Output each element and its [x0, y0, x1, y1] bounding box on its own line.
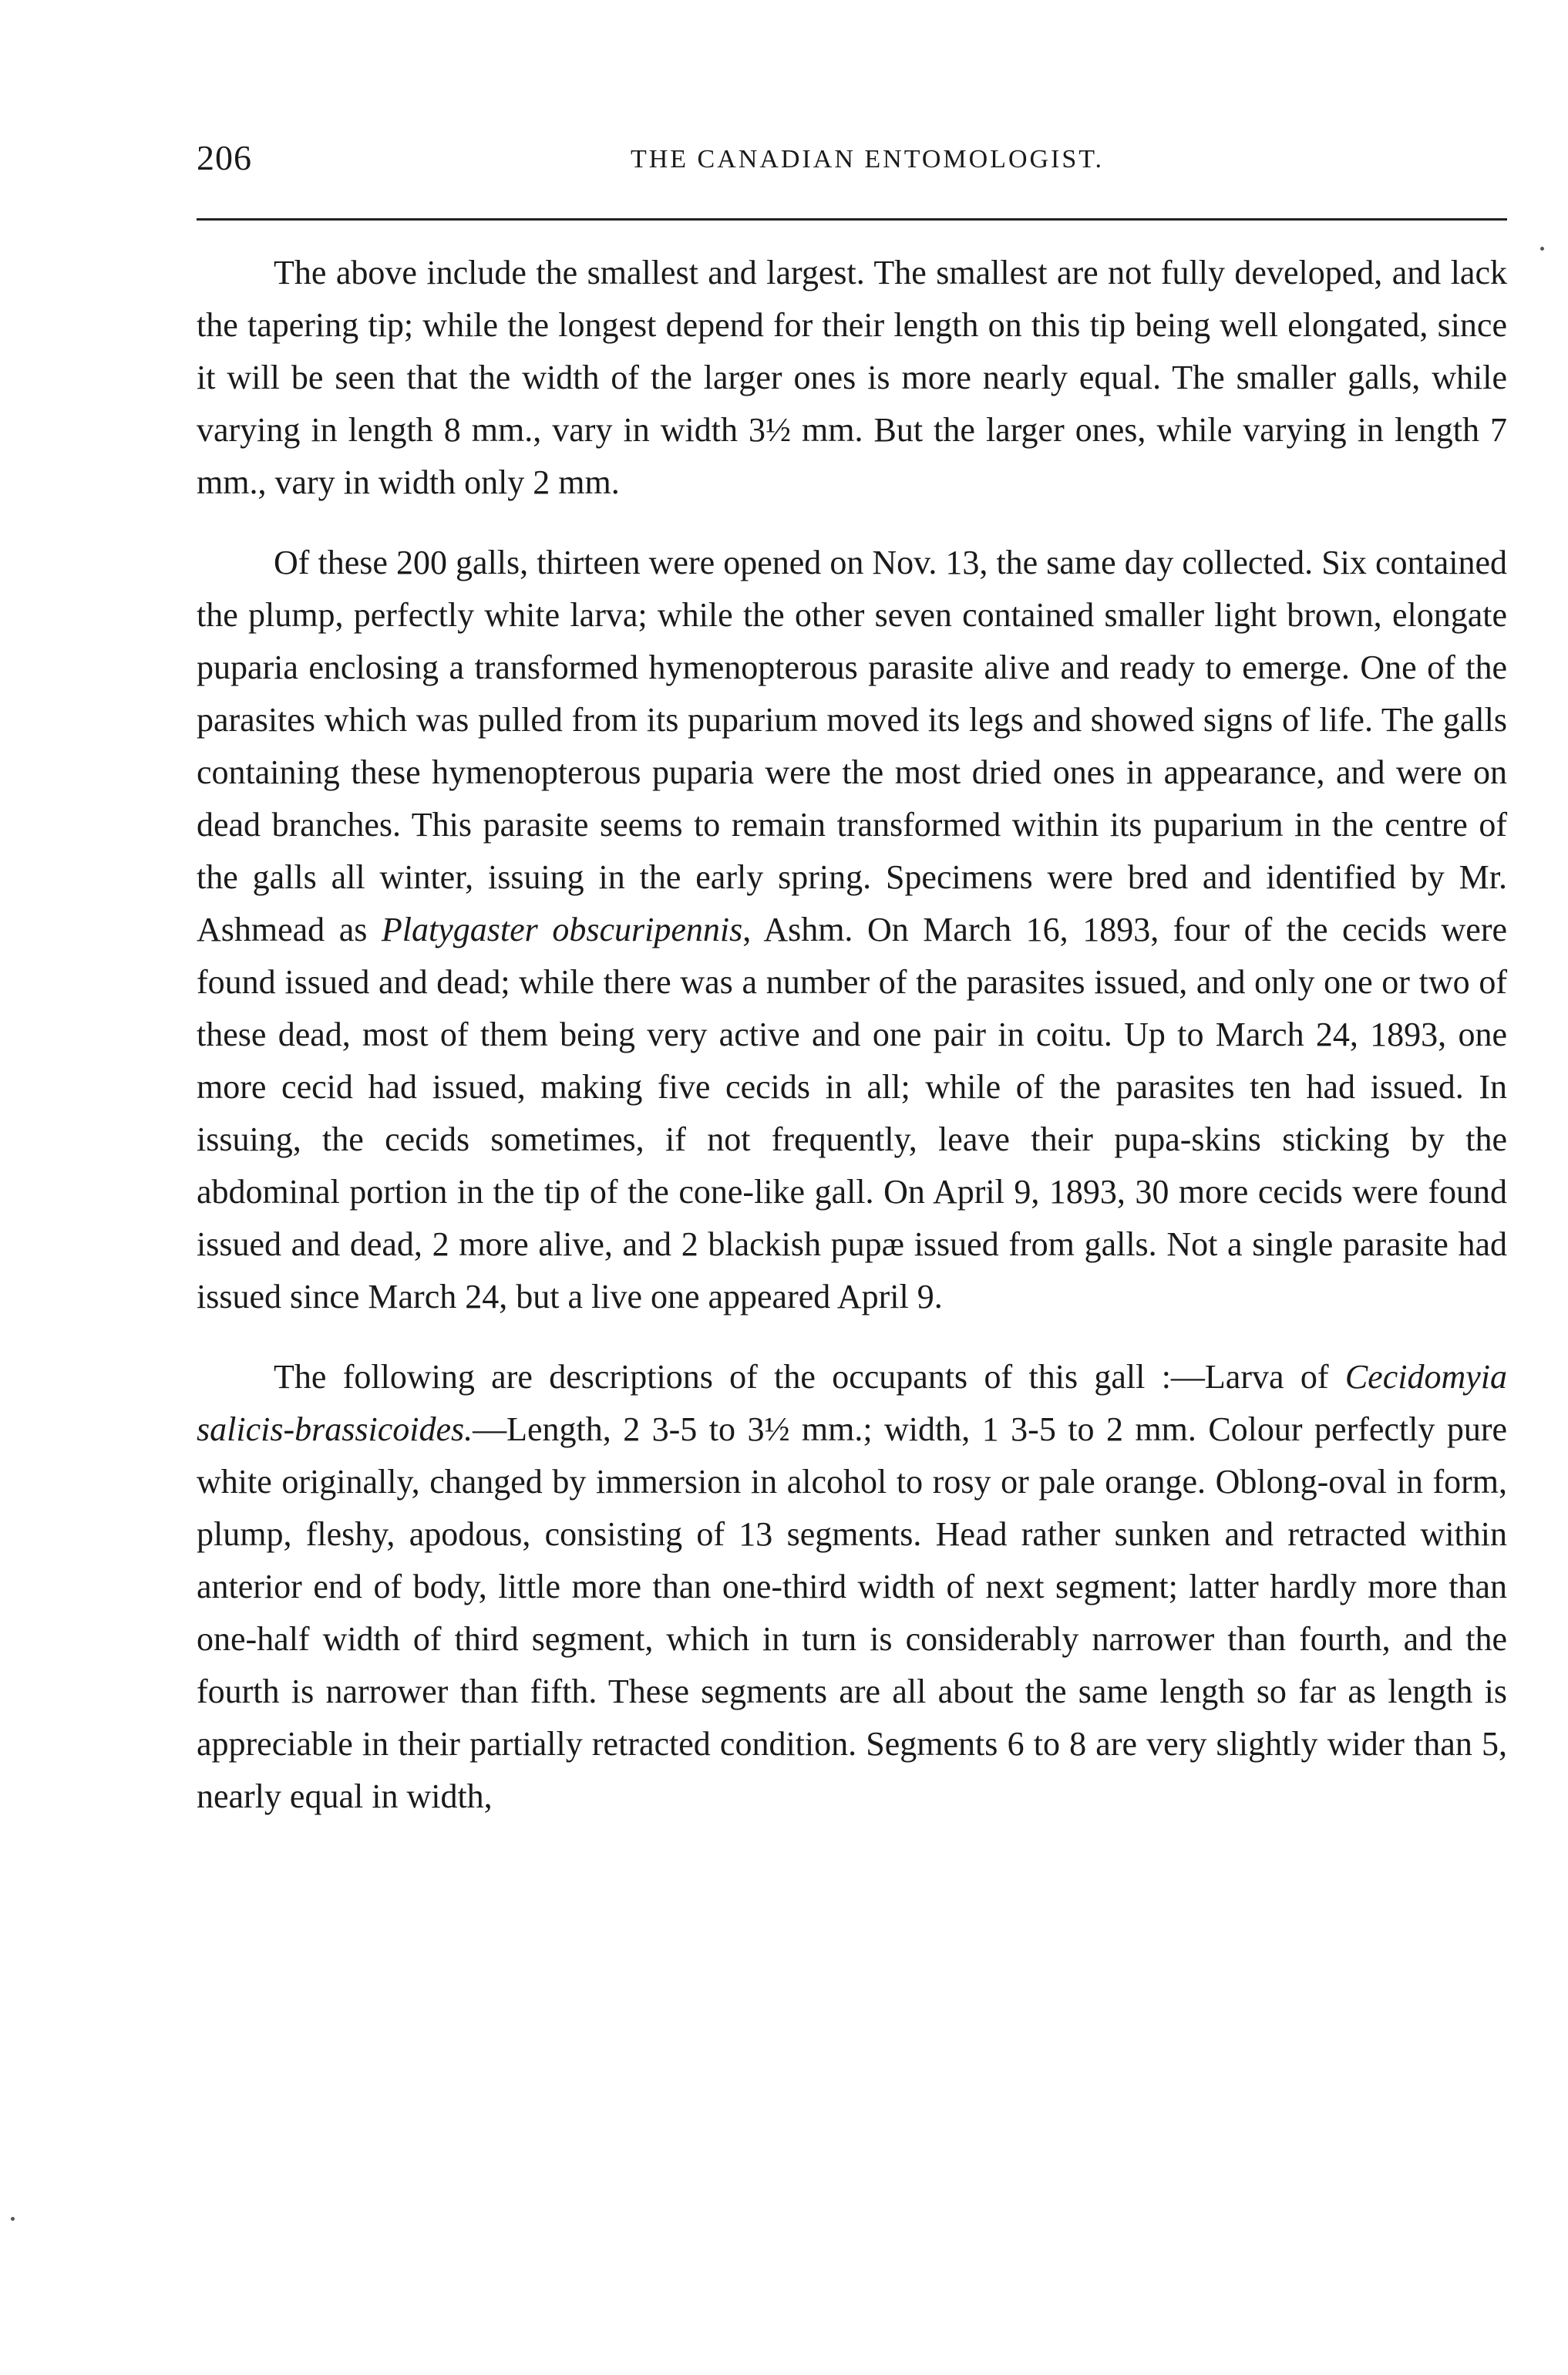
- header-rule: [197, 218, 1507, 221]
- text-run: —Length, 2 3-5 to 3½ mm.; width, 1 3-5 to 2 mm. Colour perfectly pure white originally, changed by immersion in alcohol to rosy or pale orange. Oblong-oval in form, plump, fleshy, apodous, consisting of 13 segments. Head rather sunken and retracted within anterior end of body, little more than one-third width of next segment; latter hardly more than one-half width of third segment, which in turn is considerably narrower than fourth, and the fourth is narrower than fifth. These segments are all about the same length so far as length is appreciable in their partially retracted condition. Segments 6 to 8 are very slightly wider than 5, nearly equal in width,: [197, 1410, 1507, 1815]
- text-run: The following are descriptions of the occupants of this gall :—Larva of: [274, 1358, 1345, 1396]
- body-text: [197, 247, 1507, 1823]
- paragraph: [197, 1351, 1507, 1823]
- species-name: Cecidomyia salicis-brassicoides.: [197, 1358, 1507, 1448]
- text-run: , Ashm. On March 16, 1893, four of the cecids were found issued and dead; while there was a number of the parasites issued, and only one or two of these dead, most of them being very active and one pair in coitu. Up to March 24, 1893, one more cecid had issued, making five cecids in all; while of the parasites ten had issued. In issuing, the cecids sometimes, if not frequently, leave their pupa-skins sticking by the abdominal portion in the tip of the cone-like gall. On April 9, 1893, 30 more cecids were found issued and dead, 2 more alive, and 2 blackish pupæ issued from galls. Not a single parasite had issued since March 24, but a live one appeared April 9.: [197, 911, 1508, 1316]
- page-header: [197, 135, 1507, 181]
- text-run: The above include the smallest and largest. The smallest are not fully developed, and lack the tapering tip; while the longest depend for their length on this tip being well elongated, since it will be seen that the width of the larger ones is more nearly equal. The smaller galls, while varying in length 8 mm., vary in width 3½ mm. But the larger ones, while varying in length 7 mm., vary in width only 2 mm.: [197, 254, 1507, 501]
- running-title: THE CANADIAN ENTOMOLOGIST.: [630, 145, 1105, 173]
- page-number: 206: [197, 138, 252, 177]
- paragraph: [197, 537, 1507, 1323]
- text-run: Of these 200 galls, thirteen were opened on Nov. 13, the same day collected. Six contained the plump, perfectly white larva; while the other seven contained smaller light brown, elongate puparia enclosing a transformed hymenopterous parasite alive and ready to emerge. One of the parasites which was pulled from its puparium moved its legs and showed signs of life. The galls containing these hymenopterous puparia were the most dried ones in appearance, and were on dead branches. This parasite seems to remain transformed within its puparium in the centre of the galls all winter, issuing in the early spring. Specimens were bred and identified by Mr. Ashmead as: [197, 544, 1507, 948]
- paragraph: [197, 247, 1507, 509]
- scan-speck: [11, 2217, 15, 2221]
- scan-speck: [1540, 247, 1544, 251]
- species-name: Platygaster obscuripennis: [381, 911, 743, 948]
